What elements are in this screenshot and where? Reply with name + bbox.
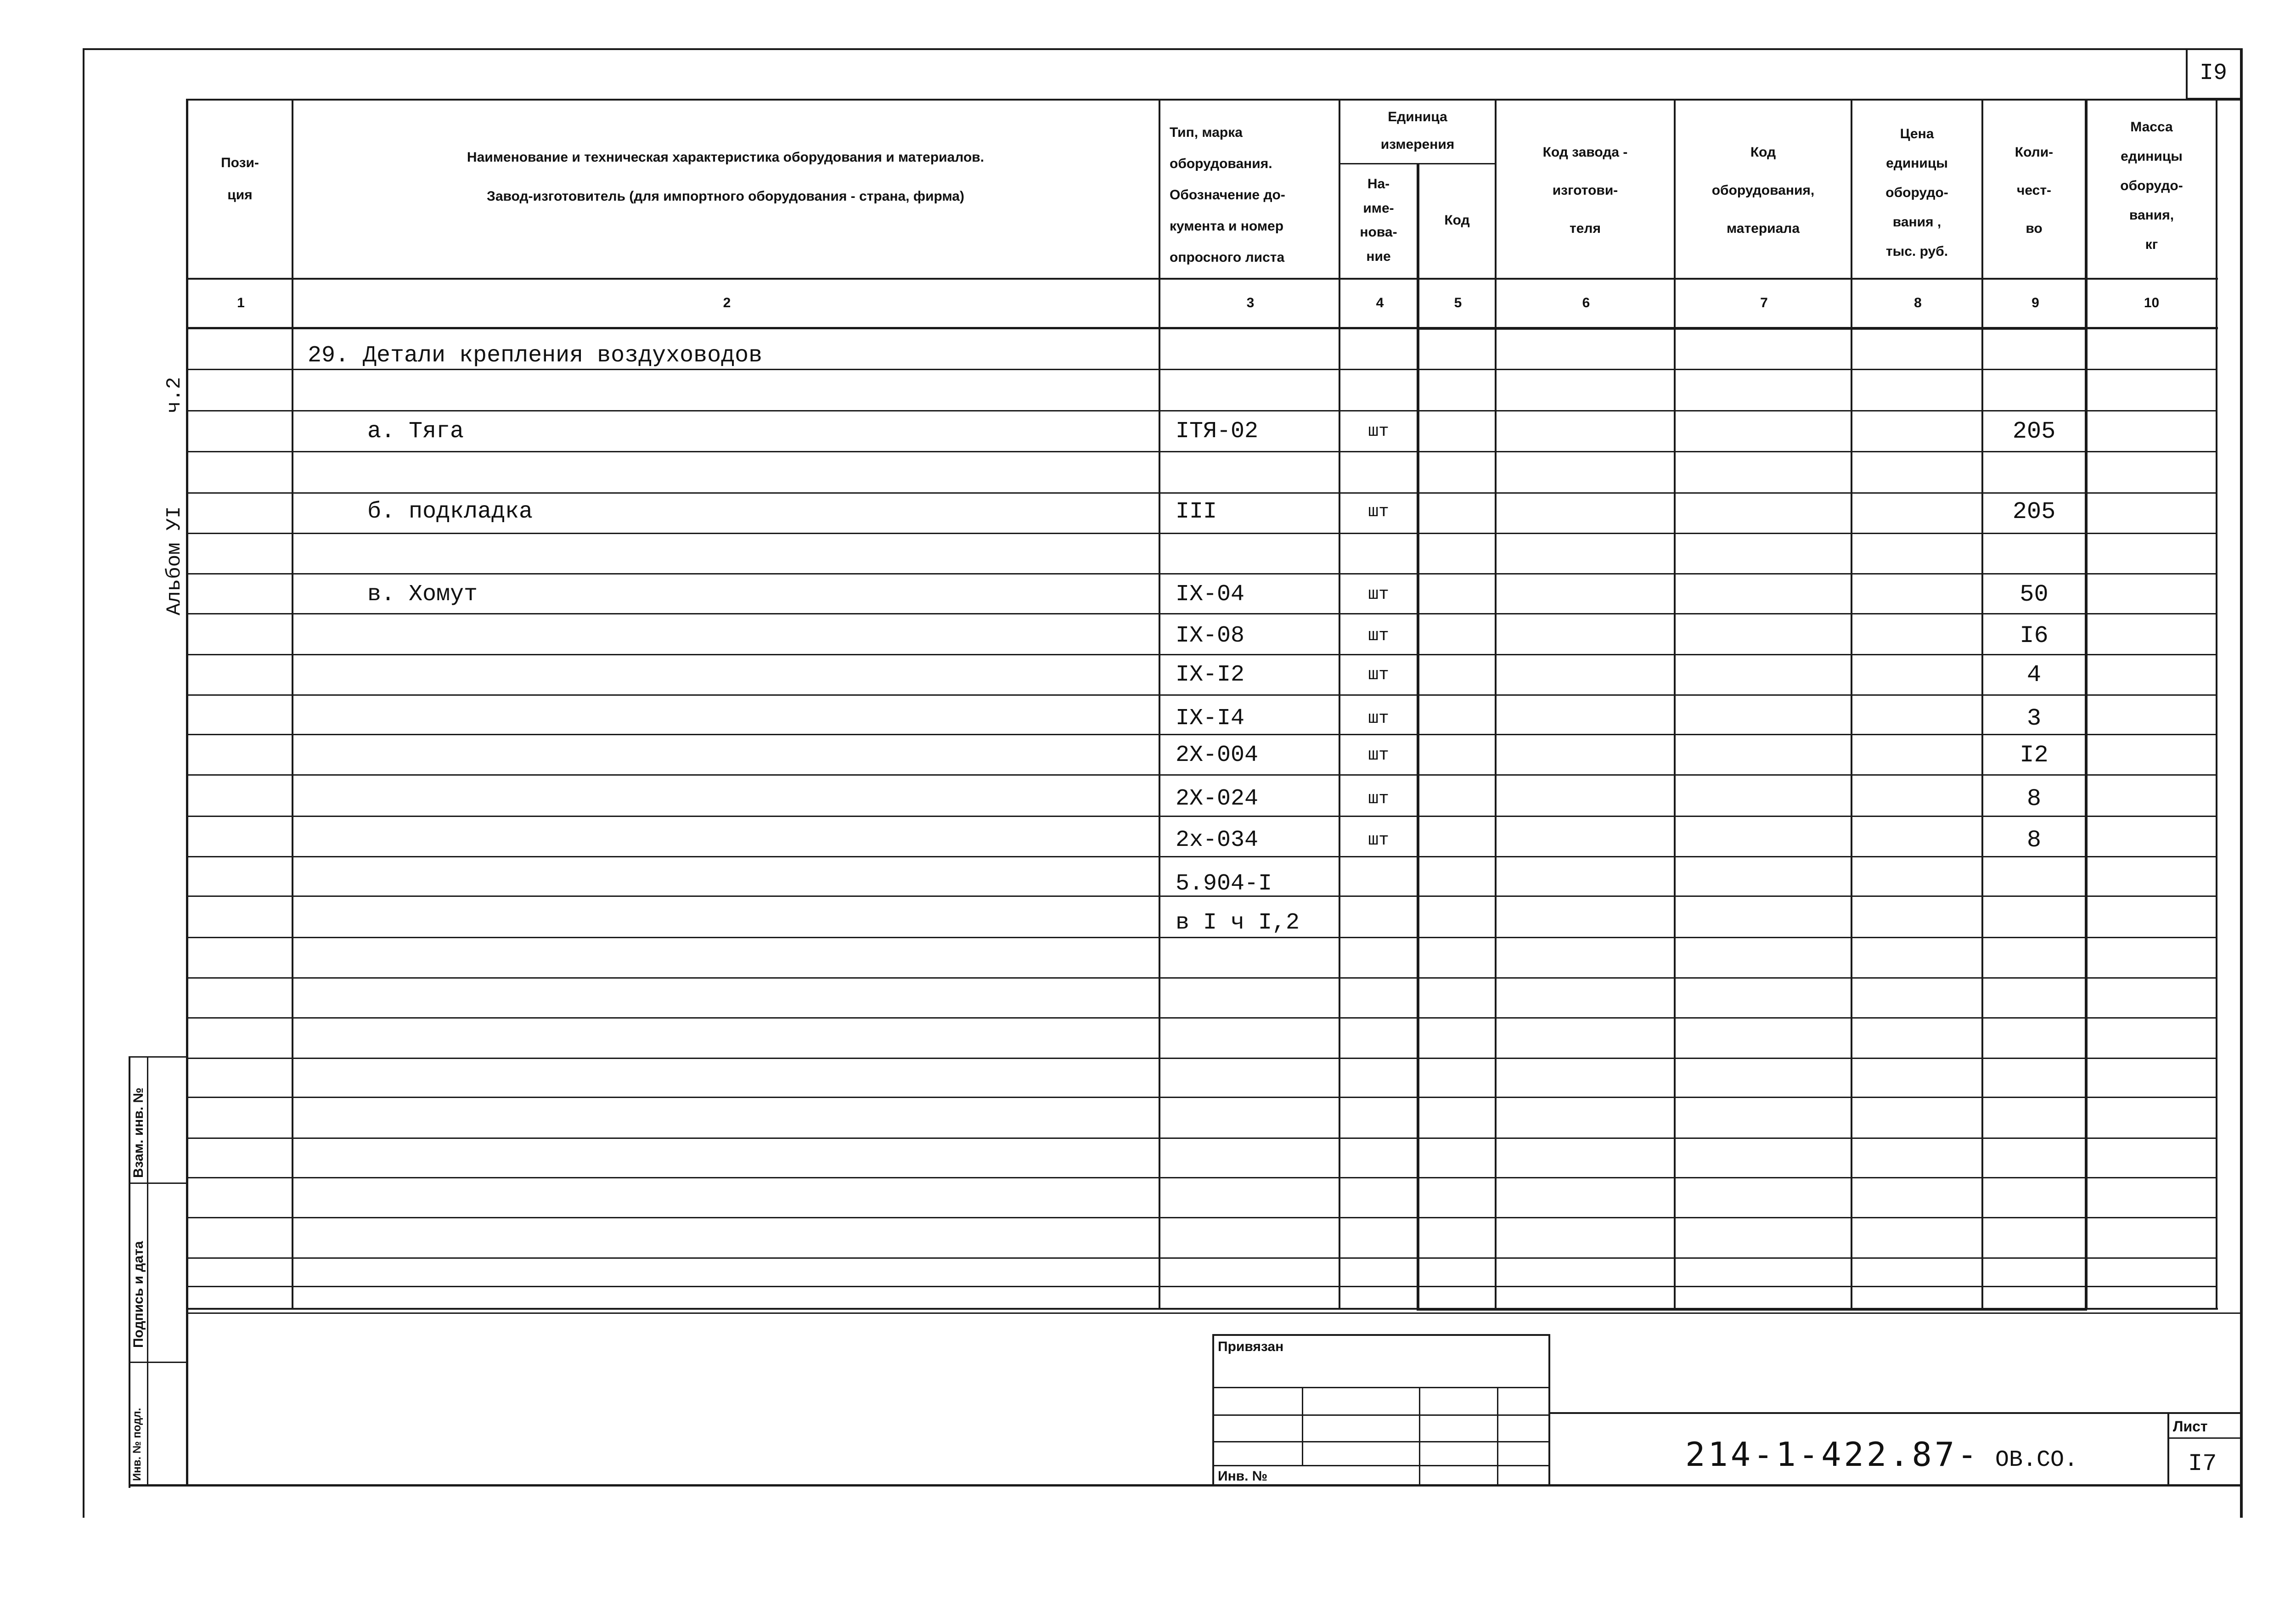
item-unit [1340, 868, 1417, 900]
item-type: IX-08 [1176, 623, 1245, 649]
item-quantity: 50 [2020, 581, 2048, 608]
item-unit [1340, 340, 1417, 372]
row-separator [188, 1177, 2216, 1178]
row-separator [188, 492, 2216, 494]
header-unit-group: Единица измерения [1380, 109, 1455, 152]
item-name [367, 824, 1194, 856]
item-quantity: 205 [2012, 418, 2056, 445]
item-unit: шт [1368, 745, 1389, 765]
row-separator [188, 774, 2216, 776]
column-number-9: 9 [2032, 295, 2039, 310]
document-suffix: ОВ.СО. [1995, 1447, 2078, 1473]
side-box-div2 [129, 1362, 186, 1363]
row-separator [188, 1017, 2216, 1019]
frame-right [2240, 48, 2243, 1518]
row-separator [188, 1286, 2216, 1287]
item-name: в. Хомут [367, 581, 478, 608]
table-top [186, 99, 2241, 101]
stamp-row3 [1212, 1441, 1550, 1442]
header-col9: Коли- чест- во [2015, 144, 2054, 237]
sheet-number: I9 [2200, 60, 2228, 86]
row-separator [188, 451, 2216, 452]
item-type: 5.904-I [1176, 871, 1272, 897]
row-separator [188, 1058, 2216, 1059]
row-separator [188, 1097, 2216, 1098]
side-box-div1 [129, 1183, 186, 1184]
frame-top [83, 48, 2241, 50]
item-type: в I ч I,2 [1176, 910, 1300, 936]
thick-body-top [1417, 327, 2087, 330]
column-number-8: 8 [1914, 295, 1922, 310]
item-quantity: I6 [2020, 622, 2048, 649]
column-number-1: 1 [237, 295, 245, 310]
header-col3: Тип, марка оборудования. Обозначение до- кумента и номер опросного листа [1170, 125, 1285, 265]
album-label: Альбом УI [163, 506, 186, 615]
column-number-2: 2 [723, 295, 731, 310]
header-col8: Цена единицы оборудо- вания , тыс. руб. [1885, 126, 1948, 259]
item-name [367, 783, 1194, 815]
header-col5: Код [1444, 213, 1470, 228]
side-box-inner [147, 1056, 148, 1486]
podpis-data-label: Подпись и дата [131, 1241, 146, 1348]
item-quantity: 205 [2012, 498, 2056, 525]
part-label: ч.2 [163, 377, 186, 413]
body-bottom [186, 1308, 2218, 1310]
item-type: 2x-034 [1176, 827, 1259, 853]
side-box-bottom [129, 1484, 186, 1487]
item-unit: шт [1368, 626, 1389, 646]
col-line-1 [292, 99, 293, 1309]
item-unit: шт [1368, 422, 1389, 441]
column-number-10: 10 [2144, 295, 2160, 310]
privyazan-label: Привязан [1218, 1339, 1284, 1354]
column-number-5: 5 [1454, 295, 1462, 310]
col-line-10 [2216, 99, 2217, 1309]
item-quantity [1983, 907, 2085, 939]
row-separator [188, 573, 2216, 574]
row-separator [188, 410, 2216, 411]
item-unit: шт [1368, 502, 1389, 522]
header-col2: Наименование и техническая характеристика оборудования и материалов. Завод-изготовитель (для импортного оборудования - страна, фирма) [467, 149, 985, 204]
item-unit [1340, 907, 1417, 939]
column-number-7: 7 [1760, 295, 1768, 310]
item-unit: шт [1368, 585, 1389, 604]
row-separator [188, 694, 2216, 696]
item-name: 29. Детали крепления воздуховодов [308, 343, 763, 369]
stamp-box-right [1548, 1334, 1550, 1486]
item-name [367, 868, 1194, 900]
item-type: 2X-004 [1176, 742, 1259, 768]
item-type: IX-I4 [1176, 705, 1245, 732]
sheet-no-box-left [2186, 48, 2188, 99]
item-name [367, 907, 1194, 939]
item-name [367, 703, 1194, 735]
item-name [367, 739, 1194, 772]
item-type: IX-I2 [1176, 662, 1245, 688]
item-unit: шт [1368, 709, 1389, 728]
inv-podl-label: Инв. № подл. [131, 1408, 143, 1481]
column-number-6: 6 [1582, 295, 1590, 310]
header-bottom [186, 278, 2218, 280]
row-separator [188, 654, 2216, 655]
item-quantity: 8 [2026, 827, 2042, 854]
inv-no-label: Инв. № [1218, 1469, 1268, 1484]
item-unit: шт [1368, 789, 1389, 809]
column-number-3: 3 [1246, 295, 1255, 310]
row-separator [188, 533, 2216, 534]
col-line-7 [1851, 99, 1852, 1309]
header-col10: Масса единицы оборудо- вания, кг [2120, 119, 2183, 252]
unit-subheader-line [1339, 163, 1495, 164]
header-col6: Код завода - изготови- теля [1542, 144, 1628, 237]
list-number: I7 [2188, 1450, 2217, 1477]
stamp-top [186, 1312, 2241, 1314]
stamp-row2 [1212, 1414, 1550, 1416]
col-line-4 [1417, 163, 1419, 1309]
item-name [367, 620, 1194, 652]
row-separator [188, 816, 2216, 817]
stamp-row1 [1212, 1387, 1550, 1388]
item-type [1176, 340, 1336, 372]
item-name: б. подкладка [367, 499, 533, 525]
item-quantity: 3 [2026, 705, 2042, 732]
header-col1: Пози- ция [221, 155, 259, 203]
title-line [1550, 1412, 2241, 1414]
row-separator [188, 1257, 2216, 1259]
item-type: ITЯ-02 [1176, 418, 1259, 445]
col-line-9 [2085, 99, 2088, 1309]
row-separator [188, 613, 2216, 614]
column-number-4: 4 [1376, 295, 1384, 310]
item-quantity: I2 [2020, 742, 2048, 769]
item-quantity [1983, 340, 2085, 372]
document-code: 214-1-422.87- [1685, 1435, 1980, 1474]
stamp-col2 [1419, 1387, 1420, 1486]
row-separator [188, 1138, 2216, 1139]
item-unit: шт [1368, 665, 1389, 685]
list-label: Лист [2173, 1418, 2208, 1435]
frame-left [83, 48, 84, 1518]
list-box-div [2167, 1437, 2241, 1439]
col-line-5 [1495, 99, 1497, 1309]
col-line-6 [1674, 99, 1676, 1309]
item-quantity [1983, 868, 2085, 900]
side-box-top [129, 1056, 186, 1058]
item-quantity: 4 [2026, 661, 2042, 688]
item-type: 2X-024 [1176, 786, 1259, 812]
row-separator [188, 1217, 2216, 1218]
stamp-box-left [1212, 1334, 1214, 1486]
side-box-left [129, 1056, 130, 1488]
stamp-col3 [1497, 1387, 1498, 1486]
stamp-row4 [1212, 1465, 1550, 1466]
item-name [367, 659, 1194, 691]
list-box-left [2167, 1412, 2169, 1486]
header-col7: Код оборудования, материала [1711, 144, 1815, 237]
item-unit: шт [1368, 830, 1389, 850]
stamp-col1 [1302, 1387, 1303, 1466]
vzam-inv-label: Взам. инв. № [131, 1087, 146, 1178]
item-type: III [1176, 499, 1217, 525]
row-separator [188, 977, 2216, 979]
item-name: а. Тяга [367, 418, 464, 445]
header-col4: На- име- нова- ние [1360, 176, 1397, 264]
item-quantity: 8 [2026, 785, 2042, 812]
stamp-box-top [1212, 1334, 1550, 1336]
item-type: IX-04 [1176, 581, 1245, 608]
